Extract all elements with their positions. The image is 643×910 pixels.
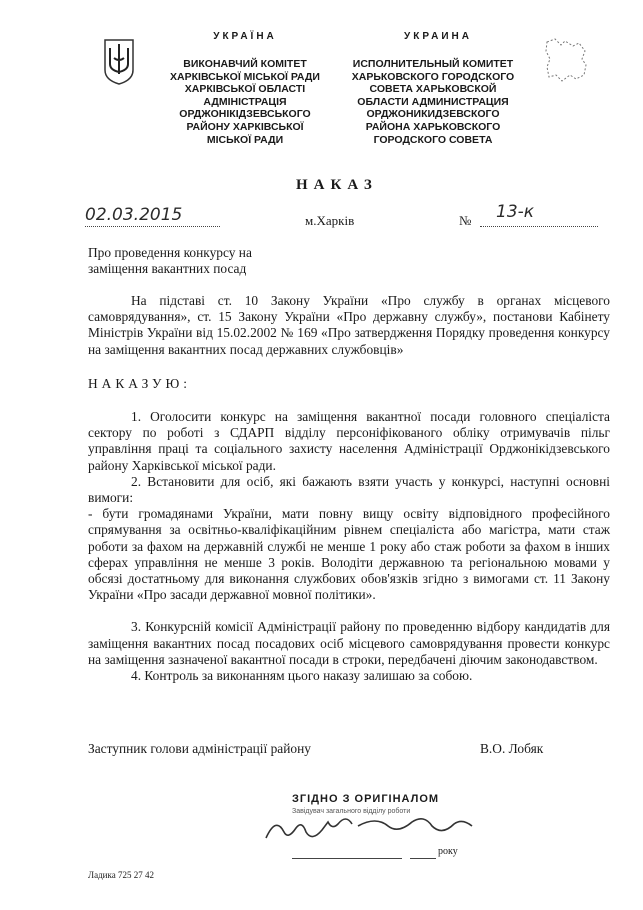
document-city: м.Харків xyxy=(305,213,355,228)
header-left-line: ВИКОНАВЧИЙ КОМІТЕТ xyxy=(183,58,307,70)
subject-line: Про проведення конкурсу на xyxy=(88,245,252,260)
executor-note: Ладика 725 27 42 xyxy=(88,870,154,880)
header-left-country: УКРАЇНА xyxy=(213,31,277,42)
header-left-line: ОРДЖОНІКІДЗЕВСЬКОГО xyxy=(179,108,311,121)
number-underline xyxy=(480,226,598,227)
approval-stamp-subtitle: Завідувач загального відділу роботи xyxy=(292,808,411,815)
date-underline xyxy=(85,226,220,227)
item-paragraph: 3. Конкурсній комісії Адміністрації району по проведенню відбору кандидатів для заміщення вакантних посад посадових осіб місцевого самоврядування провести конкурс на заміщення зазначеної вакантної посади в строки, передбачені діючим законодавством. xyxy=(88,619,610,667)
signature-name: В.О. Лобяк xyxy=(480,741,544,756)
approval-stamp-title: ЗГІДНО З ОРИГІНАЛОМ xyxy=(292,793,440,805)
header-right-line: ИСПОЛНИТЕЛЬНЫЙ КОМИТЕТ xyxy=(352,58,514,70)
header-left-block xyxy=(145,58,345,146)
order-word: НАКАЗУЮ: xyxy=(88,375,191,391)
header-left-line: МІСЬКОЇ РАДИ xyxy=(206,133,284,146)
signature-position: Заступник голови адміністрації району xyxy=(88,741,311,756)
header-right-block xyxy=(328,58,538,146)
subject-line: заміщення вакантних посад xyxy=(88,261,247,276)
item-paragraph: 1. Оголосити конкурс на заміщення вакантної посади головного спеціаліста сектору по роботі з СДАРП відділу персоніфікованого обліку отримувачів пільг управління праці та соціального захисту населення Адміністрації Орджонікідзевського району Харківської міської ради. xyxy=(88,409,610,473)
header-left-line: ХАРКІВСЬКОЇ ОБЛАСТІ xyxy=(184,83,306,96)
document-body xyxy=(88,293,610,684)
header-right-line: ХАРЬКОВСКОГО ГОРОДСКОГО xyxy=(351,70,515,83)
header-right-line: РАЙОНА ХАРЬКОВСКОГО xyxy=(365,120,501,133)
document-title: НАКАЗ xyxy=(296,177,378,193)
approval-year-label: року xyxy=(438,846,458,857)
number-label: № xyxy=(459,213,472,228)
item-paragraph: - бути громадянами України, мати повну вищу освіту відповідного професійного спрямування за освітньо-кваліфікаційним рівнем спеціаліста або магістра, мати стаж роботи за фахом на державній службі не менше 1 року або стаж роботи за фахом в інших сферах управління не менше 3 років. Володіти державною та регіональною мовами у обсязі достатньому для виконання службових обов'язків згідно з вимогами ст. 11 Закону України «Про засади державної мовної політики». xyxy=(88,506,610,603)
header-left-line: АДМІНІСТРАЦІЯ xyxy=(203,95,287,108)
scan-blot-decoration xyxy=(543,36,591,88)
header-left-line: ХАРКІВСЬКОЇ МІСЬКОЇ РАДИ xyxy=(170,70,320,83)
approval-year-underline xyxy=(410,858,436,859)
header-right-country: УКРАИНА xyxy=(404,31,472,42)
trident-emblem-icon xyxy=(103,36,135,86)
item-paragraph: 4. Контроль за виконанням цього наказу залишаю за собою. xyxy=(131,668,473,684)
approval-date-underline xyxy=(292,858,402,859)
header-right-line: ОРДЖОНИКИДЗЕВСКОГО xyxy=(366,108,500,121)
handwritten-signature xyxy=(262,812,492,846)
document-number: 13-к xyxy=(496,202,535,222)
preamble-paragraph: На підставі ст. 10 Закону України «Про службу в органах місцевого самоврядування», ст. 15 Закону України «Про державну службу», постанови Кабінету Міністрів України від 15.02.2002 № 169 «Про затвердження Порядку проведення конкурсу на заміщення вакантних посад державних службовців» xyxy=(88,293,610,357)
header-right-line: СОВЕТА ХАРЬКОВСКОЙ xyxy=(369,83,497,96)
document-date: 02.03.2015 xyxy=(85,205,183,225)
header-left-line: РАЙОНУ ХАРКІВСЬКОЇ xyxy=(186,120,304,133)
header-right-line: ОБЛАСТИ АДМИНИСТРАЦИЯ xyxy=(357,95,509,108)
document-subject xyxy=(88,245,252,277)
item-paragraph: 2. Встановити для осіб, які бажають взяти участь у конкурсі, наступні основні вимоги: xyxy=(88,473,610,506)
header-right-line: ГОРОДСКОГО СОВЕТА xyxy=(373,133,493,146)
